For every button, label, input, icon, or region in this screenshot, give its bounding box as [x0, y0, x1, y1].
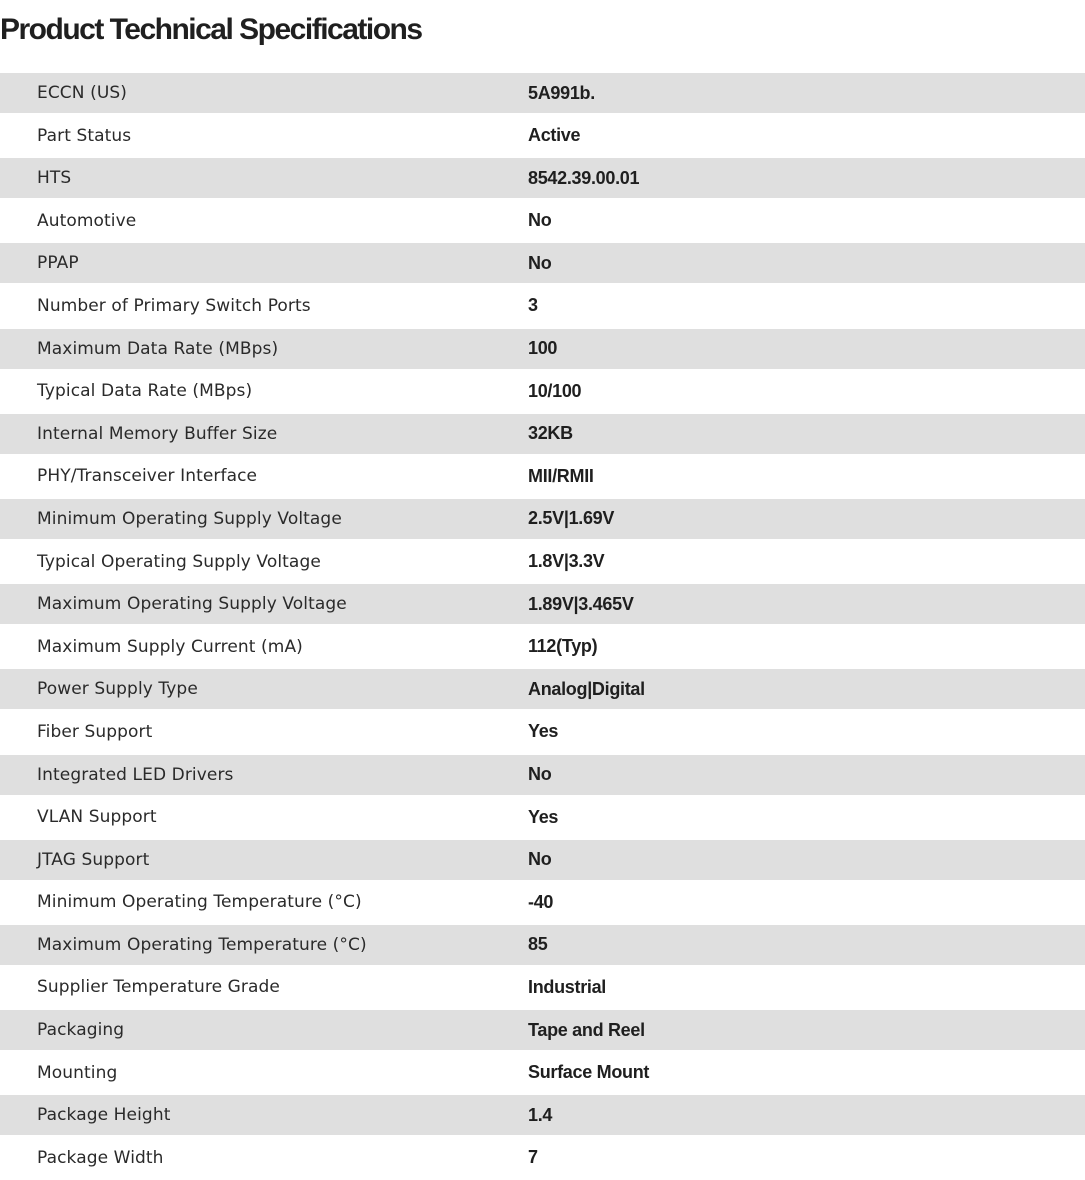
spec-row: [0, 627, 1085, 667]
spec-row: [0, 1138, 1085, 1178]
spec-label: Fiber Support: [37, 721, 153, 742]
spec-row: [0, 712, 1085, 752]
spec-value: No: [528, 210, 552, 231]
spec-row: [0, 243, 1085, 283]
spec-value: Tape and Reel: [528, 1019, 645, 1040]
spec-value: 8542.39.00.01: [528, 167, 640, 188]
spec-label: Minimum Operating Temperature (°C): [37, 892, 362, 913]
spec-value: Yes: [528, 721, 559, 742]
spec-label: Maximum Operating Supply Voltage: [37, 594, 347, 615]
spec-value: -40: [528, 891, 554, 912]
spec-row: [0, 882, 1085, 922]
spec-label: Typical Operating Supply Voltage: [37, 551, 321, 572]
spec-label: Number of Primary Switch Ports: [37, 295, 311, 316]
spec-row: [0, 1053, 1085, 1093]
spec-label: Maximum Supply Current (mA): [37, 636, 303, 657]
spec-label: Part Status: [37, 125, 132, 146]
spec-label: Power Supply Type: [37, 679, 198, 700]
spec-row: [0, 499, 1085, 539]
spec-label: HTS: [37, 168, 72, 189]
spec-row: [0, 73, 1085, 113]
spec-label: Supplier Temperature Grade: [37, 977, 280, 998]
spec-value: Analog|Digital: [528, 678, 645, 699]
spec-label: Automotive: [37, 210, 137, 231]
spec-label: Integrated LED Drivers: [37, 764, 234, 785]
spec-row: [0, 797, 1085, 837]
spec-label: Package Height: [37, 1105, 171, 1126]
spec-value: No: [528, 252, 552, 273]
spec-label: PHY/Transceiver Interface: [37, 466, 258, 487]
spec-label: Typical Data Rate (MBps): [37, 381, 253, 402]
spec-row: [0, 755, 1085, 795]
spec-row: [0, 201, 1085, 241]
spec-row: [0, 584, 1085, 624]
spec-value: Surface Mount: [528, 1062, 650, 1083]
spec-row: [0, 542, 1085, 582]
spec-label: Mounting: [37, 1062, 118, 1083]
spec-row: [0, 1010, 1085, 1050]
spec-value: 7: [528, 1147, 538, 1168]
spec-value: Yes: [528, 806, 559, 827]
spec-value: 100: [528, 338, 558, 359]
spec-value: 1.89V|3.465V: [528, 593, 634, 614]
spec-value: 112(Typ): [528, 636, 598, 657]
spec-row: [0, 967, 1085, 1007]
spec-value: 3: [528, 295, 538, 316]
spec-row: [0, 840, 1085, 880]
spec-value: 1.8V|3.3V: [528, 551, 605, 572]
spec-row: [0, 1095, 1085, 1135]
spec-label: Maximum Data Rate (MBps): [37, 338, 279, 359]
spec-label: Maximum Operating Temperature (°C): [37, 934, 367, 955]
spec-row: [0, 371, 1085, 411]
spec-label: Package Width: [37, 1147, 164, 1168]
spec-row: [0, 925, 1085, 965]
spec-value: Industrial: [528, 976, 607, 997]
spec-label: JTAG Support: [37, 849, 150, 870]
spec-value: 10/100: [528, 380, 582, 401]
page-title: Product Technical Specifications: [0, 13, 422, 46]
spec-value: MII/RMII: [528, 465, 594, 486]
spec-row: [0, 414, 1085, 454]
spec-value: 5A991b.: [528, 82, 595, 103]
spec-label: Packaging: [37, 1020, 125, 1041]
spec-label: PPAP: [37, 253, 79, 274]
spec-label: VLAN Support: [37, 807, 157, 828]
spec-row: [0, 456, 1085, 496]
spec-row: [0, 158, 1085, 198]
spec-value: 85: [528, 934, 548, 955]
spec-row: [0, 669, 1085, 709]
spec-table: [0, 73, 1085, 1180]
spec-value: Active: [528, 125, 581, 146]
spec-value: 32KB: [528, 423, 573, 444]
spec-value: No: [528, 849, 552, 870]
spec-value: 1.4: [528, 1104, 553, 1125]
spec-value: No: [528, 764, 552, 784]
spec-row: [0, 329, 1085, 369]
spec-label: ECCN (US): [37, 83, 128, 103]
spec-label: Internal Memory Buffer Size: [37, 423, 278, 444]
spec-row: [0, 286, 1085, 326]
spec-label: Minimum Operating Supply Voltage: [37, 508, 342, 529]
spec-value: 2.5V|1.69V: [528, 508, 615, 529]
spec-row: [0, 116, 1085, 156]
